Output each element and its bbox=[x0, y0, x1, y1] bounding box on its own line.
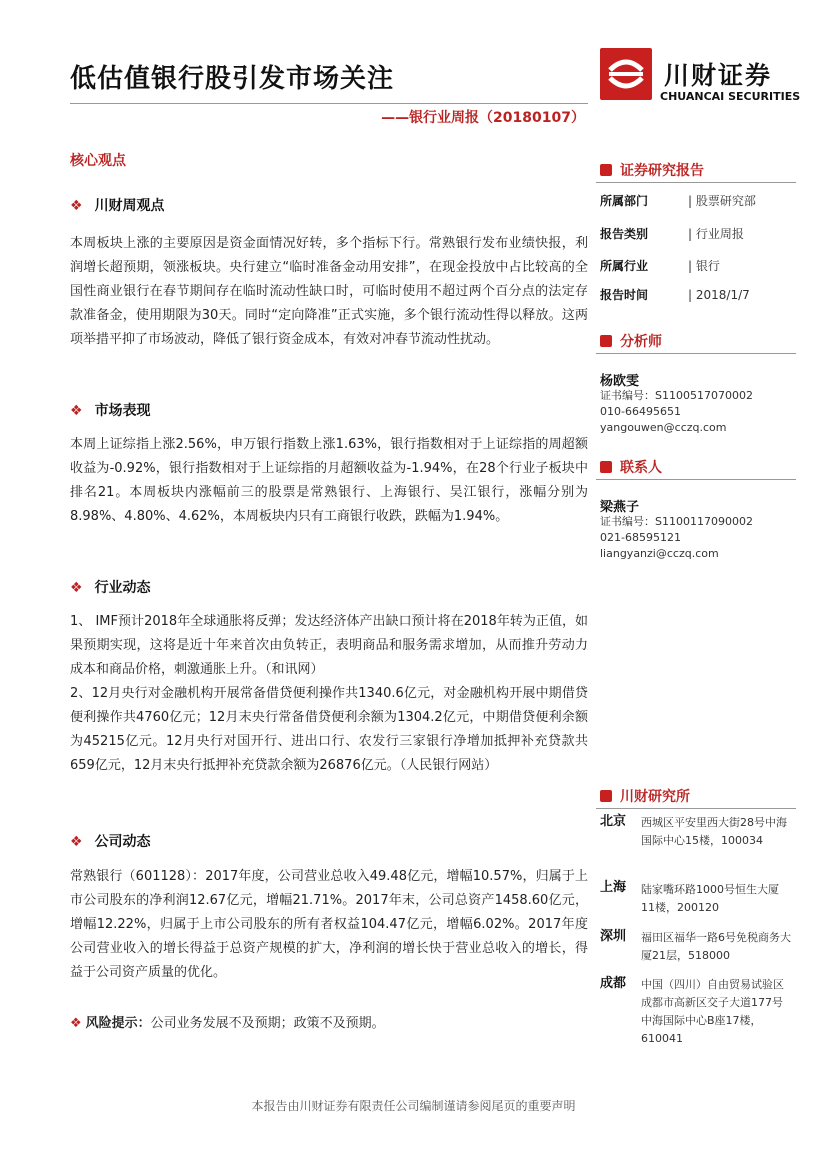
office-city-shanghai: 上海 bbox=[600, 880, 627, 895]
sidebar-divider bbox=[596, 808, 796, 809]
footer-disclaimer: 本报告由川财证券有限责任公司编制谨请参阅尾页的重要声明 bbox=[251, 1099, 576, 1113]
square-marker-icon bbox=[600, 461, 612, 473]
office-address-shenzhen: 福田区福华一路6号免税商务大厦21层，518000 bbox=[641, 931, 791, 962]
analyst-info: 证书编号：S1100517070002 010-66495651 yangouwen@cczq.com bbox=[600, 389, 753, 434]
office-city-chengdu: 成都 bbox=[600, 976, 627, 991]
sidebar-divider bbox=[596, 182, 796, 183]
square-marker-icon bbox=[600, 790, 612, 802]
diamond-bullet-icon: ❖ bbox=[70, 1016, 82, 1031]
meta-industry: 所属行业 | 银行 bbox=[600, 259, 720, 273]
diamond-bullet-icon: ❖ bbox=[70, 834, 83, 850]
section-heading-company: ❖ 公司动态 bbox=[70, 834, 151, 850]
sidebar-contact-title: 联系人 bbox=[600, 457, 662, 477]
contact-info: 证书编号：S1100117090002 021-68595121 liangyanzi@cczq.com bbox=[600, 515, 753, 560]
diamond-bullet-icon: ❖ bbox=[70, 198, 83, 214]
square-marker-icon bbox=[600, 164, 612, 176]
logo-icon bbox=[600, 48, 652, 100]
industry-body: 1、 IMF预计2018年全球通胀将反弹；发达经济体产出缺口预计将在2018年转为正值，如果预期实现，这将是近十年来首次由负转正，表明商品和服务需求增加，从而推升劳动力成本和商品价格，刺激通胀上升。（和讯网） 2、12月央行对金融机构开展常备借贷便利操作共1340.6亿元，对金融机构开展中期借贷便利操作共4760亿元；12月末央行常备借贷便利余额为1304.2亿元，中期借贷便利余额为45215亿元。12月央行对国开行、进出口行、农发行三家银行净增加抵押补充贷款共659亿元，12月末央行抵押补充贷款余额为26876亿元。（人民银行网站） bbox=[70, 614, 588, 773]
meta-category: 报告类别 | 行业周报 bbox=[600, 227, 744, 241]
contact-email[interactable]: liangyanzi@cczq.com bbox=[600, 547, 719, 560]
section-heading-industry: ❖ 行业动态 bbox=[70, 580, 151, 596]
sidebar-divider bbox=[596, 353, 796, 354]
logo-text-cn: 川财证券 bbox=[664, 61, 773, 90]
logo-text-en: CHUANCAI SECURITIES bbox=[660, 90, 801, 103]
market-body: 本周上证综指上涨2.56%，申万银行指数上涨1.63%，银行指数相对于上证综指的周超额收益为-0.92%，银行指数相对于上证综指的月超额收益为-1.94%，在28个行业子板块中排名21。本周板块内涨幅前三的股票是常熟银行、上海银行、吴江银行，涨幅分别为8.98%、4.80%、4.62%，本周板块内只有工商银行收跌，跌幅为1.94%。 bbox=[70, 437, 588, 524]
office-city-beijing: 北京 bbox=[600, 814, 627, 829]
sidebar-divider bbox=[596, 479, 796, 480]
sidebar-report-title: 证券研究报告 bbox=[600, 160, 704, 180]
meta-department: 所属部门 | 股票研究部 bbox=[600, 194, 756, 208]
analyst-name: 杨欧雯 bbox=[600, 374, 640, 389]
report-title: 低估值银行股引发市场关注 bbox=[70, 64, 395, 94]
office-address-chengdu: 中国（四川）自由贸易试验区成都市高新区交子大道177号中海国际中心B座17楼，610041 bbox=[641, 978, 784, 1045]
risk-warning: ❖ 风险提示：公司业务发展不及预期；政策不及预期。 bbox=[70, 1016, 385, 1031]
meta-date: 报告时间 | 2018/1/7 bbox=[600, 288, 750, 302]
sidebar-analyst-title: 分析师 bbox=[600, 331, 662, 351]
company-body: 常熟银行（601128）：2017年度，公司营业总收入49.48亿元，增幅10.57%，归属于上市公司股东的净利润12.67亿元，增幅21.71%。2017年末，公司总资产1458.60亿元，增幅12.22%，归属于上市公司股东的所有者权益104.47亿元，增幅6.02%。2017年度公司营业收入的增长得益于总资产规模的扩大，净利润的增长快于营业总收入的增长，得益于公司资产质量的优化。 bbox=[70, 869, 588, 980]
core-label: 核心观点 bbox=[70, 153, 126, 169]
header-divider bbox=[70, 103, 588, 104]
sidebar-institute-title: 川财研究所 bbox=[600, 786, 690, 806]
square-marker-icon bbox=[600, 335, 612, 347]
analyst-email[interactable]: yangouwen@cczq.com bbox=[600, 421, 727, 434]
diamond-bullet-icon: ❖ bbox=[70, 403, 83, 419]
report-subtitle: ——银行业周报（20180107） bbox=[381, 110, 585, 126]
section-heading-market: ❖ 市场表现 bbox=[70, 403, 151, 419]
office-city-shenzhen: 深圳 bbox=[600, 929, 627, 944]
diamond-bullet-icon: ❖ bbox=[70, 580, 83, 596]
office-address-beijing: 西城区平安里西大街28号中海国际中心15楼，100034 bbox=[641, 816, 787, 847]
section-heading-weekly-view: ❖ 川财周观点 bbox=[70, 198, 165, 214]
contact-name: 梁燕子 bbox=[600, 500, 640, 515]
weekly-view-body: 本周板块上涨的主要原因是资金面情况好转，多个指标下行。常熟银行发布业绩快报，利润增长超预期，领涨板块。央行建立“临时准备金动用安排”，在现金投放中占比较高的全国性商业银行在春节期间存在临时流动性缺口时，可临时使用不超过两个百分点的法定存款准备金，使用期限为30天。同时“定向降准”正式实施，多个银行流动性得以释放。这两项举措平抑了市场波动，降低了银行资金成本，有效对冲春节流动性扰动。 bbox=[70, 236, 588, 347]
office-address-shanghai: 陆家嘴环路1000号恒生大厦11楼，200120 bbox=[641, 883, 779, 914]
